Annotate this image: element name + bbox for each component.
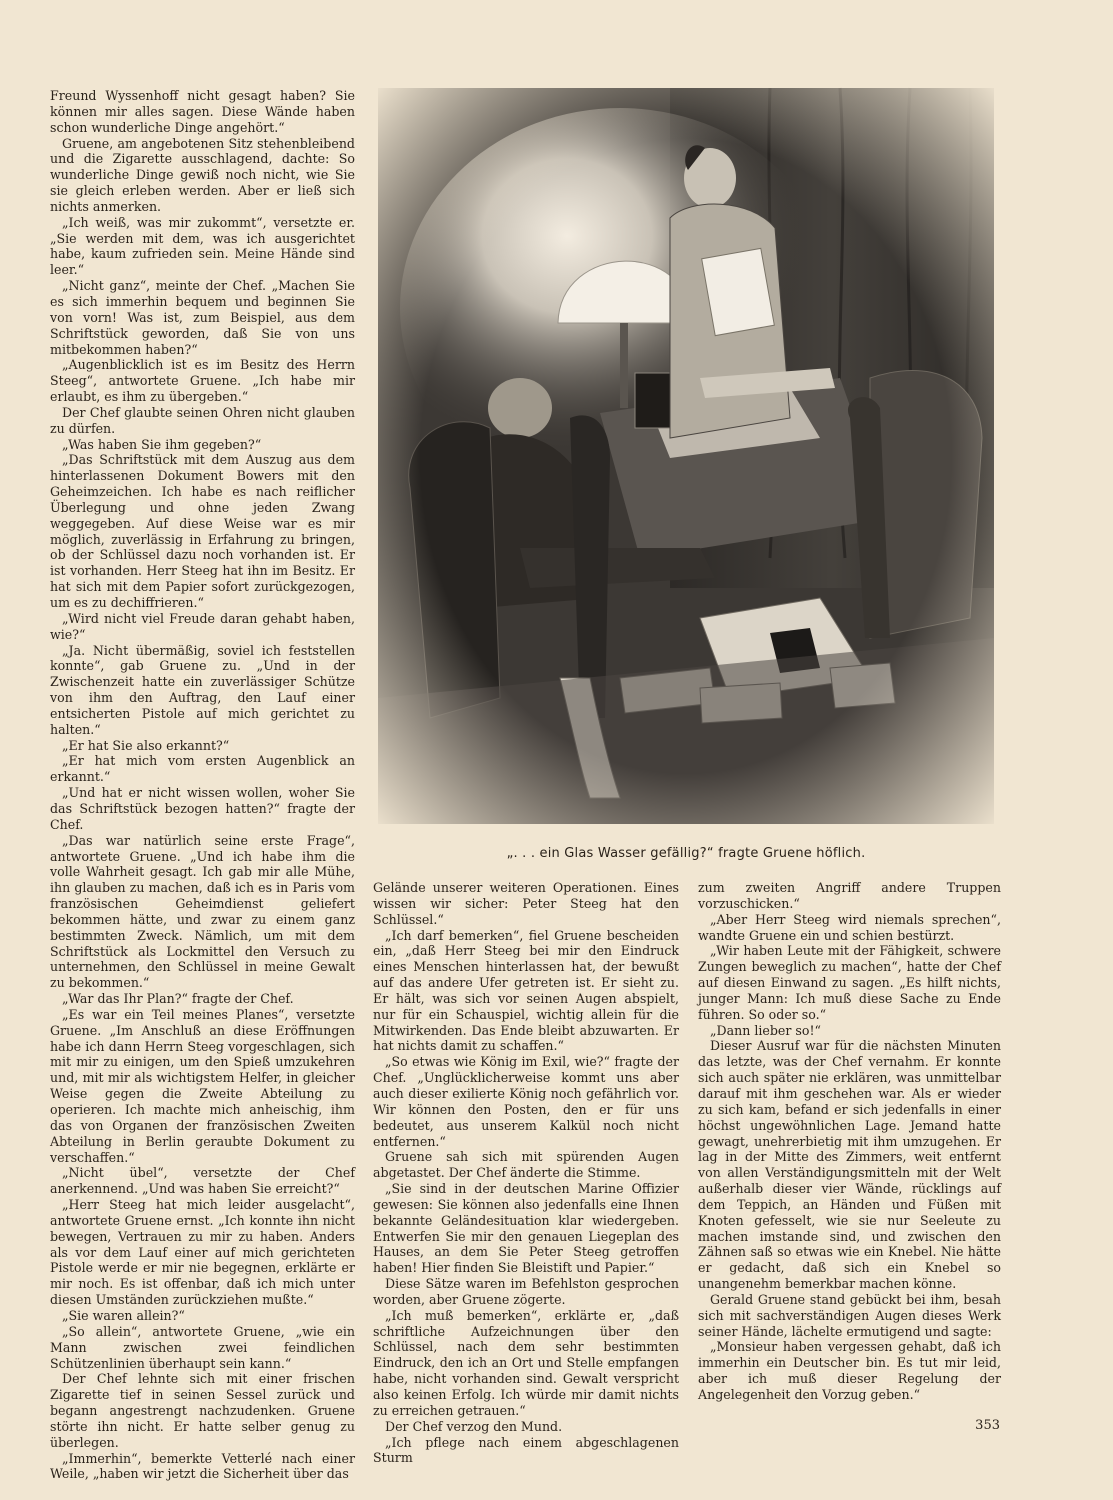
paragraph: „Es war ein Teil meines Planes“, versetzte Gruene. „Im Anschluß an diese Eröffnungen habe ich dann Herrn Steeg vorgeschlagen, sich mit mir zu einigen, um den Spieß umzukehren und, mit mir als wichtigstem Helfer, in gleicher Weise gegen die Zweite Abteilung zu operieren. Ich machte mich anheischig, ihm das von Organen der französischen Zweiten Abteilung in Berlin geraubte Dokument zu verschaffen.“ — [50, 1006, 355, 1165]
paragraph: „Nicht übel“, versetzte der Chef anerkennend. „Und was haben Sie erreicht?“ — [50, 1165, 355, 1197]
paragraph: „Ja. Nicht übermäßig, soviel ich feststellen konnte“, gab Gruene zu. „Und in der Zwischenzeit hatte ein zuverlässiger Schütze von ihm den Auftrag, den Lauf einer entsicherten Pistole auf mich gerichtet zu halten.“ — [50, 642, 355, 737]
text-column-left — [50, 88, 355, 1482]
paragraph: Gruene, am angebotenen Sitz stehenbleibend und die Zigarette ausschlagend, dachte: So wunderliche Dinge gewiß noch nicht, wie Sie sie gleich erleben werden. Aber er ließ sich nichts anmerken. — [50, 135, 355, 214]
paragraph: „Ich weiß, was mir zukommt“, versetzte er. „Sie werden mit dem, was ich ausgerichtet habe, kaum zufrieden sein. Meine Hände sind leer.“ — [50, 214, 355, 278]
paragraph: „Herr Steeg hat mich leider ausgelacht“, antwortete Gruene ernst. „Ich konnte ihn nicht bewegen, Vertrauen zu mir zu haben. Anders als vor dem Lauf einer auf mich gerichteten Pistole werde er mir nie begegnen, erklärte er mir noch. Es ist offenbar, daß ich mich unter diesen Umständen zurückziehen mußte.“ — [50, 1197, 355, 1308]
paragraph: „Sie waren allein?“ — [62, 1307, 185, 1323]
paragraph: „Sie sind in der deutschen Marine Offizier gewesen: Sie können also jedenfalls eine Ihnen bekannte Geländesituation klar wiedergeben. Entwerfen Sie mir den genauen Liegeplan des Hauses, an dem Sie Peter Steeg getroffen haben! Hier finden Sie Bleistift und Papier.“ — [373, 1181, 679, 1276]
paragraph: „Dann lieber so!“ — [710, 1022, 821, 1038]
paragraph: „Augenblicklich ist es im Besitz des Herrn Steeg“, antwortete Gruene. „Ich habe mir erlaubt, es ihm zu übergeben.“ — [50, 357, 355, 405]
paragraph: „Und hat er nicht wissen wollen, woher Sie das Schriftstück bezogen hatten?“ fragte der Chef. — [50, 785, 355, 832]
paragraph: „War das Ihr Plan?“ fragte der Chef. — [62, 991, 294, 1007]
paragraph: „Das war natürlich seine erste Frage“, antwortete Gruene. „Und ich habe ihm die volle Wahrheit gesagt. Ich gab mir alle Mühe, ihn glauben zu machen, daß ich es in Paris vom französischen Geheimdienst geliefert bekommen hätte, und zwar zu einem ganz bestimmten Zweck. Nämlich, um mit dem Schriftstück als Lockmittel den Versuch zu unternehmen, den Schlüssel in meine Gewalt zu bekommen.“ — [50, 832, 355, 991]
paragraph: zum zweiten Angriff andere Truppen vorzuschicken.“ — [698, 880, 1001, 911]
page-number: 353 — [975, 1418, 1000, 1433]
illustration — [370, 78, 1002, 834]
paragraph: Gerald Gruene stand gebückt bei ihm, besah sich mit sachverständigen Augen dieses Werk seiner Hände, lächelte ermutigend und sagte: — [698, 1291, 1001, 1339]
paragraph: Gruene sah sich mit spürenden Augen abgetastet. Der Chef änderte die Stimme. — [373, 1149, 679, 1181]
lithograph-drawing — [370, 78, 1002, 834]
paragraph: „Aber Herr Steeg wird niemals sprechen“, wandte Gruene ein und schien bestürzt. — [698, 911, 1001, 943]
paragraph: „Wir haben Leute mit der Fähigkeit, schwere Zungen beweglich zu machen“, hatte der Chef auf diesen Einwand zu sagen. „Es hilft nichts, junger Mann: Ich muß diese Sache zu Ende führen. So oder so.“ — [698, 943, 1001, 1022]
paragraph: Diese Sätze waren im Befehlston gesprochen worden, aber Gruene zögerte. — [373, 1276, 679, 1307]
paragraph: Dieser Ausruf war für die nächsten Minuten das letzte, was der Chef vernahm. Er konnte sich auch später nie erklären, was unmittelbar darauf mit ihm geschehen war. Als er wieder zu sich kam, befand er sich jedenfalls in einer höchst ungewöhnlichen Lage. Jemand hatte gewagt, unehrerbietig mit ihm umzugehen. Er lag in der Mitte des Zimmers, weit entfernt von allen Verständigungsmitteln mit der Welt außerhalb dieser vier Wände, rücklings auf dem Teppich, an Händen und Füßen mit Knoten gefesselt, wie sie nur Seeleute zu machen imstande sind, und zwischen den Zähnen saß so etwas wie ein Knebel. Nie hätte er gedacht, daß sich ein Knebel so unangenehm bemerkbar machen könne. — [698, 1038, 1001, 1292]
paragraph: Der Chef glaubte seinen Ohren nicht glauben zu dürfen. — [50, 404, 355, 436]
paragraph: „So allein“, antwortete Gruene, „wie ein Mann zwischen zwei feindlichen Schützenlinien überhaupt sein kann.“ — [50, 1323, 355, 1371]
paragraph: „Er hat Sie also erkannt?“ — [62, 737, 230, 753]
paragraph: „Ich darf bemerken“, fiel Gruene bescheiden ein, „daß Herr Steeg bei mir den Eindruck eines Menschen hinterlassen hat, der bewußt auf das andere Ufer getreten ist. Er sieht zu. Er hält, was sich vor seinen Augen abspielt, nur für ein Schauspiel, wichtig allein für die Mitwirkenden. Das Ende bleibt abzuwarten. Er hat nichts damit zu schaffen.“ — [373, 927, 679, 1054]
paragraph: „Ich pflege nach einem abgeschlagenen Sturm — [373, 1434, 679, 1466]
paragraph: Gelände unserer weiteren Operationen. Eines wissen wir sicher: Peter Steeg hat den Schlüssel.“ — [373, 880, 679, 927]
paragraph: Der Chef lehnte sich mit einer frischen Zigarette tief in seinen Sessel zurück und begann angestrengt nachzudenken. Gruene störte ihn nicht. Er hatte selber genug zu überlegen. — [50, 1371, 355, 1450]
paragraph: „Nicht ganz“, meinte der Chef. „Machen Sie es sich immerhin bequem und beginnen Sie von vorn! Was ist, zum Beispiel, aus dem Schriftstück geworden, daß Sie von uns mitbekommen haben?“ — [50, 278, 355, 357]
paragraph: „Er hat mich vom ersten Augenblick an erkannt.“ — [50, 753, 355, 785]
paragraph: „So etwas wie König im Exil, wie?“ fragte der Chef. „Unglücklicherweise kommt uns aber auch dieser exilierte König noch gefährlich vor. Wir können den Posten, den er für uns bedeutet, aus unserem Kalkül noch nicht entfernen.“ — [373, 1054, 679, 1149]
illustration-caption: „. . . ein Glas Wasser gefällig?“ fragte Gruene höflich. — [506, 846, 866, 861]
text-column-right — [698, 880, 1001, 1403]
paragraph: „Monsieur haben vergessen gehabt, daß ich immerhin ein Deutscher bin. Es tut mir leid, aber ich muß dieser Regelung der Angelegenheit den Vorzug geben.“ — [698, 1339, 1001, 1402]
paragraph: „Ich muß bemerken“, erklärte er, „daß schriftliche Aufzeichnungen über den Schlüssel, nach dem sehr bestimmten Eindruck, den ich an Ort und Stelle empfangen habe, nicht vorhanden sind. Gewalt verspricht also keinen Erfolg. Ich würde mir damit nichts zu erreichen getrauen.“ — [373, 1307, 679, 1418]
text-column-middle — [373, 880, 679, 1466]
paragraph: Der Chef verzog den Mund. — [385, 1418, 563, 1434]
paragraph: „Was haben Sie ihm gegeben?“ — [62, 436, 262, 452]
paragraph: „Immerhin“, bemerkte Vetterlé nach einer Weile, „haben wir jetzt die Sicherheit über das — [50, 1450, 355, 1482]
paragraph: „Wird nicht viel Freude daran gehabt haben, wie?“ — [50, 610, 355, 642]
paragraph: Freund Wyssenhoff nicht gesagt haben? Sie können mir alles sagen. Diese Wände haben schon wunderliche Dinge angehört.“ — [50, 88, 355, 135]
paragraph: „Das Schriftstück mit dem Auszug aus dem hinterlassenen Dokument Bowers mit den Geheimzeichen. Ich habe es nach reiflicher Überlegung und ohne jeden Zwang weggegeben. Auf diese Weise war es mir möglich, zuverlässig in Erfahrung zu bringen, ob der Schlüssel dazu noch vorhanden ist. Er ist vorhanden. Herr Steeg hat ihn im Besitz. Er hat sich mit dem Papier sofort zurückgezogen, um es zu dechiffrieren.“ — [50, 452, 355, 610]
